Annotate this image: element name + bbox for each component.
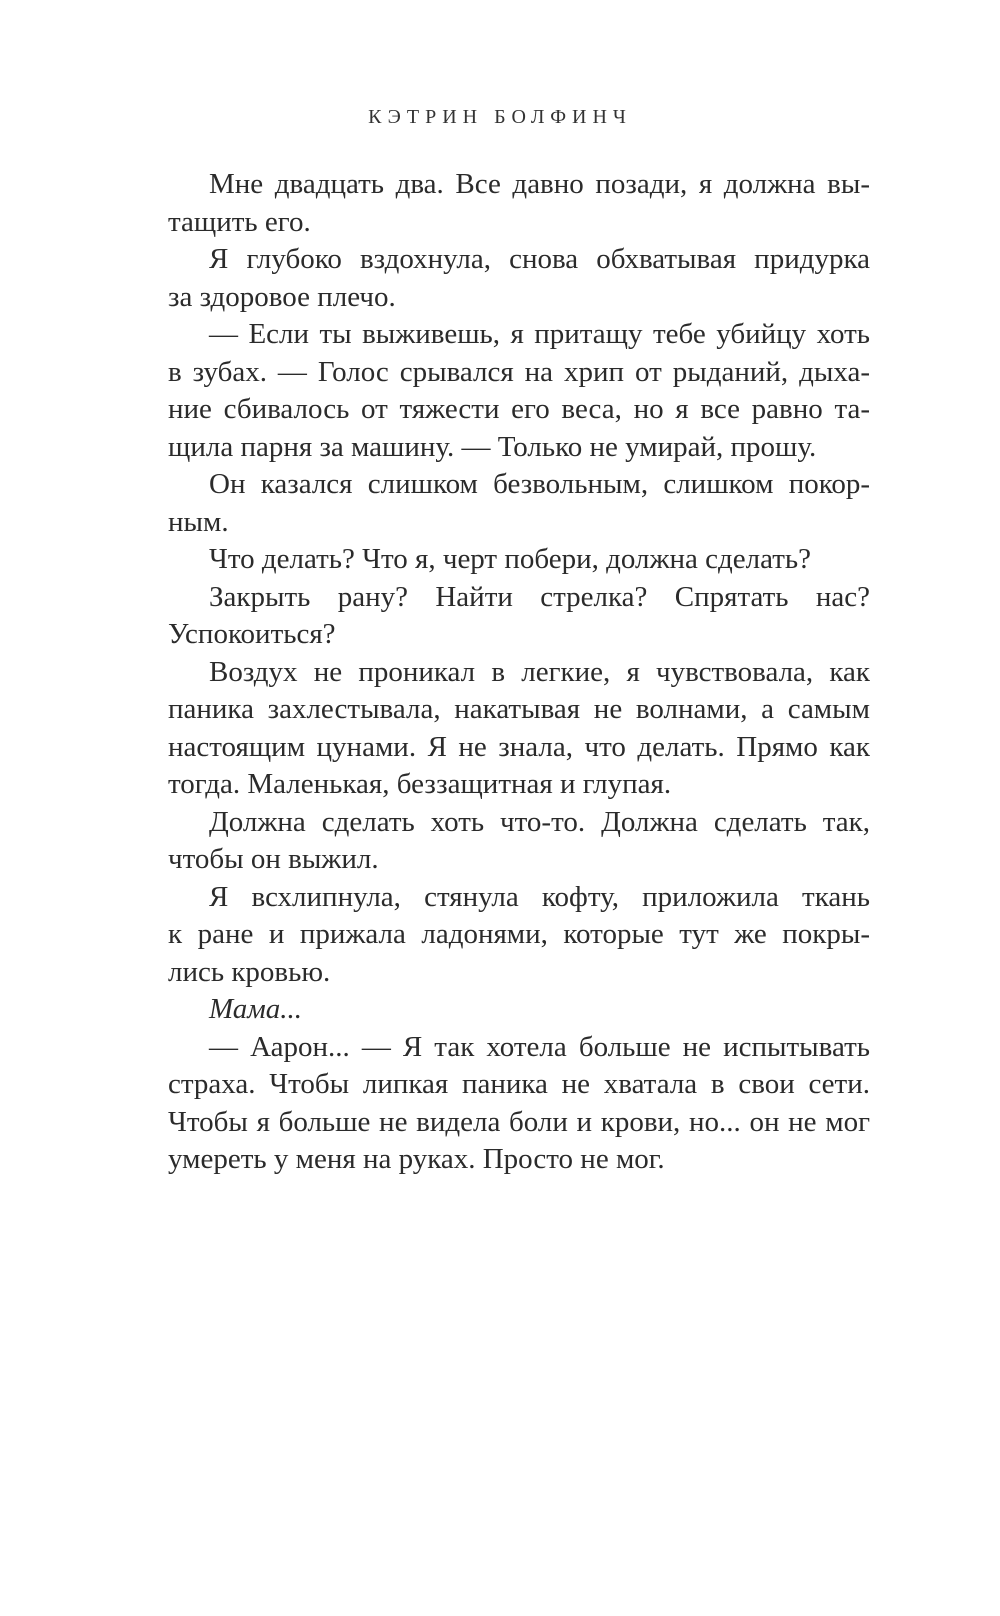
text-line: Успокоиться? [168, 618, 336, 650]
text-line: — Аарон... — Я так хотела больше не испытывать [209, 1030, 870, 1063]
text-line: чтобы он выжил. [168, 843, 379, 875]
text-line: настоящим цунами. Я не знала, что делать. Прямо как [168, 730, 870, 763]
text-line: — Если ты выживешь, я притащу тебе убийцу хоть [209, 318, 870, 350]
text-line: лись кровью. [168, 955, 331, 988]
text-line: Закрыть рану? Найти стрелка? Спрятать нас? [209, 580, 870, 613]
text-line: тащить его. [168, 205, 311, 238]
text-line: Мне двадцать два. Все давно позади, я должна вы- [209, 168, 870, 200]
text-line: страха. Чтобы липкая паника не хватала в свои сети. [168, 1068, 870, 1100]
text-line: в зубах. — Голос срывался на хрип от рыданий, дыха- [168, 355, 870, 388]
text-line: Я глубоко вздохнула, снова обхватывая придурка [209, 243, 870, 275]
text-line: паника захлестывала, накатывая не волнами, а самым [168, 693, 870, 725]
text-line: к ране и прижала ладонями, которые тут же покры- [168, 918, 870, 950]
text-line: Я всхлипнула, стянула кофту, приложила ткань [209, 880, 870, 913]
running-head: КЭТРИН БОЛФИНЧ [368, 106, 632, 128]
text-line: Что делать? Что я, черт побери, должна сделать? [209, 543, 812, 575]
text-line: Чтобы я больше не видела боли и крови, но... он не мог [168, 1105, 870, 1138]
text-line: Мама... [209, 993, 303, 1025]
text-line: Воздух не проникал в легкие, я чувствовала, как [209, 655, 870, 688]
text-line: за здоровое плечо. [168, 280, 396, 313]
text-line: ние сбивалось от тяжести его веса, но я все равно та- [168, 393, 870, 425]
page-body [168, 166, 870, 1179]
text-line: умереть у меня на руках. Просто не мог. [168, 1143, 665, 1175]
text-line: Должна сделать хоть что-то. Должна сделать так, [209, 805, 870, 838]
text-line: щила парня за машину. — Только не умирай, прошу. [168, 430, 817, 463]
text-line: тогда. Маленькая, беззащитная и глупая. [168, 768, 672, 800]
text-line: Он казался слишком безвольным, слишком покор- [209, 468, 870, 500]
text-line: ным. [168, 505, 229, 538]
